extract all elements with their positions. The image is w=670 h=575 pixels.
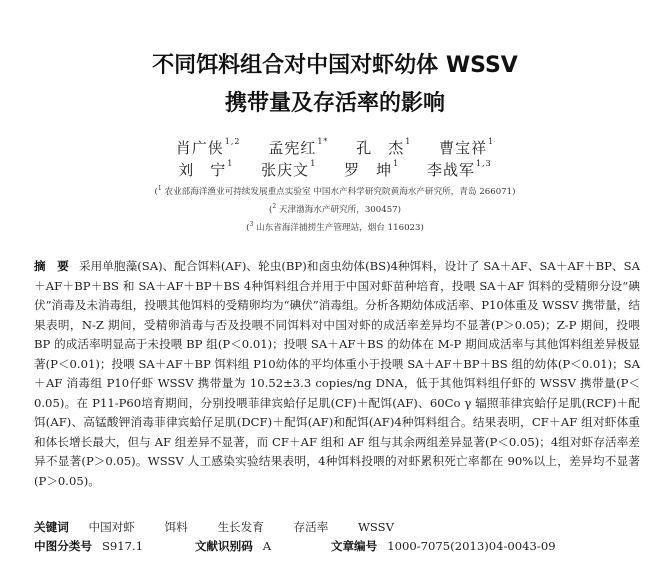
abstract <box>34 257 640 491</box>
author-affiliation-mark: 1,2 <box>224 137 241 146</box>
author-affiliation-mark: 1,3 <box>475 159 492 168</box>
author-name: 张庆文 <box>261 161 310 179</box>
author <box>268 139 328 157</box>
author-name: 曹宝祥 <box>439 139 488 157</box>
author-row-1 <box>0 137 670 158</box>
affiliation-1: ($^1$ 农业部海洋渔业可持续发展重点实验室 中国水产科学研究院黄海水产研究所，青岛 266071) <box>154 185 516 197</box>
keywords <box>34 519 420 535</box>
author-row-2 <box>0 159 670 180</box>
affiliation-3: ($^3$ 山东省海洋捕捞生产管理站，烟台 116023) <box>246 221 424 233</box>
author-name: 李战军 <box>426 161 475 179</box>
classification-info <box>34 538 556 554</box>
author-affiliation-mark: 1 <box>405 137 412 146</box>
affiliation-text: 农业部海洋渔业可持续发展重点实验室 中国水产科学研究院黄海水产研究所，青岛 266071 <box>164 187 513 197</box>
author <box>356 139 411 157</box>
author-affiliation-mark: 1 <box>488 137 495 146</box>
affiliation-mark: 1 <box>157 185 162 193</box>
author <box>261 161 316 179</box>
paper-title-line-2: 携带量及存活率的影响 <box>224 91 445 116</box>
keyword: WSSV <box>358 520 394 534</box>
clc-label: 中图分类号 <box>34 539 92 553</box>
clc-value: S917.1 <box>101 539 144 553</box>
author-name: 罗 坤 <box>344 161 393 179</box>
keywords-label: 关键词 <box>34 520 69 534</box>
doc-code-label: 文献识别码 <box>194 539 253 553</box>
author <box>439 139 494 157</box>
affiliation-text: 山东省海洋捕捞生产管理站，烟台 116023 <box>256 223 421 233</box>
affiliation-text: 天津渤海水产研究所，300457 <box>278 205 398 215</box>
author-name: 孔 杰 <box>356 139 405 157</box>
author <box>344 161 399 179</box>
author-name: 刘 宁 <box>178 161 227 179</box>
paper-title-line-1: 不同饵料组合对中国对虾幼体 WSSV <box>152 53 518 78</box>
abstract-label: 摘 要 <box>34 259 69 273</box>
author-affiliation-mark: 1 <box>393 159 400 168</box>
article-number-label: 文章编号 <box>330 539 378 553</box>
author-affiliation-mark: 1* <box>317 137 329 146</box>
keyword: 饵料 <box>164 520 188 534</box>
author <box>427 161 492 179</box>
affiliation-mark: 2 <box>272 203 277 211</box>
author-name: 孟宪红 <box>268 139 317 157</box>
keyword: 生长发育 <box>217 520 264 534</box>
author <box>178 161 233 179</box>
affiliation-mark: 3 <box>249 221 254 229</box>
author-affiliation-mark: 1 <box>310 159 317 168</box>
keyword: 存活率 <box>293 520 329 534</box>
author-name: 肖广侠 <box>175 139 224 157</box>
affiliation-2: ($^2$ 天津渤海水产研究所，300457) <box>268 203 402 215</box>
keyword: 中国对虾 <box>88 520 135 534</box>
article-number-value: 1000-7075(2013)04-0043-09 <box>387 539 556 553</box>
author <box>176 139 241 157</box>
author-affiliation-mark: 1 <box>227 159 234 168</box>
doc-code-value: A <box>262 539 272 553</box>
abstract-text: 采用单胞藻(SA)、配合饵料(AF)、轮虫(BP)和卤虫幼体(BS)4种饵料，设计了 SA＋AF、SA＋AF＋BP、SA＋AF＋BP＋BS 和 SA＋AF＋BP＋BS 4种饵料组合并用于中国对虾苗种培育，投喂 SA＋AF 饵料的受精卵分设“碘伏”消毒及未消毒组，投喂其他饵料的受精卵均为“碘伏”消毒组。分析各期幼体成活率、P10体重及 WSSV 携带量，结果表明，N-Z 期间，受精卵消毒与否及投喂不同饵料对中国对虾的成活率差异均不显著(P＞0.05)；Z-P 期间，投喂 BP 的成活率明显高于未投喂 BP 组(P＜0.01)；投喂 SA＋AF＋BS 的幼体在 M-P 期间成活率与其他饵料组差异极显著(P＜0.01)；投喂 SA＋AF＋BP 饵料组 P10幼体的平均体重小于投喂 SA＋AF＋BP＋BS 组的幼体(P＜0.01)；SA＋AF 消毒组 P10仔虾 WSSV 携带量为 10.52±3.3 copies/ng DNA，低于其他饵料组仔虾的 WSSV 携带量(P＜0.05)。在 P11-P60培育期间，分别投喂菲律宾蛤仔足肌(CF)＋配饵(AF)、60Co γ 辐照菲律宾蛤仔足肌(RCF)＋配饵(AF)、高锰酸钾消毒菲律宾蛤仔足肌(DCF)＋配饵(AF)和配饵(AF)4种饵料组合。结果表明，CF＋AF 组对虾体重和体长增长最大，但与 AF 组差异不显著，而 CF＋AF 组和 AF 组与其余两组差异显著(P＜0.05)；4组对虾存活率差异不显著(P＞0.05)。WSSV 人工感染实验结果表明，4种饵料投喂的对虾累积死亡率都在 90%以上，差异均不显著(P＞0.05)。 <box>34 259 640 488</box>
